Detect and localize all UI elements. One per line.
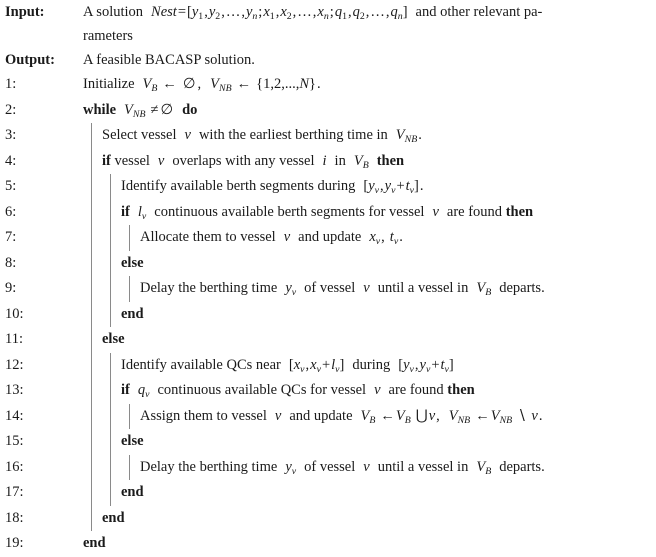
line-number: 18: — [5, 509, 24, 526]
algorithm-line — [0, 327, 656, 353]
line-content: while $V_{NB}$ ≠ ∅ do — [83, 101, 198, 120]
line-content: else — [121, 433, 144, 449]
algorithm-line — [0, 506, 656, 532]
line-body — [83, 149, 656, 175]
line-body — [83, 506, 656, 532]
line-content: Delay the berthing time $y_v$ of vessel v until a vessel in $V_B$ departs. — [140, 458, 545, 477]
line-number: 9: — [5, 280, 17, 296]
line-content: Select vessel v with the earliest berthing time in $V_{NB}$. — [102, 127, 422, 145]
line-content: Allocate them to vessel v and update $x_v$, $t_v$. — [140, 229, 403, 247]
algorithm-line — [0, 72, 656, 98]
line-body — [83, 455, 656, 481]
line-content: Assign them to vessel v and update $V_B$ $\leftarrow V_B$ ⋃v, $V_{NB}$ $\leftarrow V_{NB}$ ∖ v. — [140, 407, 543, 426]
algorithm-line — [0, 302, 656, 328]
input-expression: Nest — [151, 4, 177, 20]
line-body — [83, 276, 656, 302]
algorithm-line — [0, 225, 656, 251]
input-continuation: rameters — [83, 28, 133, 44]
algorithm-line — [0, 531, 656, 557]
line-number: 19: — [5, 535, 24, 551]
line-number: 10: — [5, 305, 24, 322]
line-number: 11: — [5, 331, 23, 347]
line-body — [83, 531, 656, 557]
algorithm-line — [0, 429, 656, 455]
input-row — [0, 0, 656, 24]
line-body — [83, 302, 656, 328]
line-body — [83, 429, 656, 455]
line-number: 5: — [5, 178, 17, 194]
line-content: if vessel v overlaps with any vessel i in $V_B$ then — [102, 152, 405, 171]
line-body — [83, 174, 656, 200]
line-number: 1: — [5, 76, 17, 92]
output-row — [0, 48, 656, 72]
algorithm-line — [0, 123, 656, 149]
line-content: Initialize $V_B$ ← ∅ , $V_{NB}$ ← {1,2,...,N}. — [83, 76, 321, 94]
line-content: Identify available QCs near $[x_v,x_v+l_v]$ during $[y_v,y_v+t_v]$ — [121, 356, 454, 375]
algorithm-line — [0, 353, 656, 379]
output-label: Output: — [5, 52, 55, 68]
line-content: end — [121, 484, 144, 500]
line-body — [83, 72, 656, 98]
line-number: 13: — [5, 382, 24, 398]
line-number: 17: — [5, 484, 24, 500]
input-text-before: A solution — [83, 4, 144, 20]
line-body — [83, 123, 656, 149]
line-content: end — [83, 535, 106, 551]
line-content: end — [121, 305, 144, 322]
line-body — [83, 225, 656, 251]
algorithm-line — [0, 404, 656, 430]
algorithm-line — [0, 200, 656, 226]
line-number: 8: — [5, 254, 17, 271]
input-label: Input: — [5, 4, 45, 20]
line-content: else — [121, 254, 144, 271]
line-number: 2: — [5, 101, 17, 118]
line-number: 12: — [5, 356, 24, 373]
line-body — [83, 404, 656, 430]
algorithm-line — [0, 276, 656, 302]
line-content: else — [102, 331, 125, 347]
line-content: if $l_v$ continuous available berth segments for vessel v are found then — [121, 203, 534, 222]
line-number: 15: — [5, 433, 24, 449]
line-content: Delay the berthing time $y_v$ of vessel v until a vessel in $V_B$ departs. — [140, 280, 545, 298]
line-number: 16: — [5, 458, 24, 475]
line-body — [83, 327, 656, 353]
line-number: 4: — [5, 152, 17, 169]
algorithm-line — [0, 174, 656, 200]
algorithm-line — [0, 149, 656, 175]
line-content: Identify available berth segments during $[y_v,y_v+t_v]$. — [121, 178, 424, 196]
algorithm-line — [0, 251, 656, 277]
output-text: A feasible BACASP solution. — [83, 52, 255, 68]
line-content: if $q_v$ continuous available QCs for vessel v are found then — [121, 382, 475, 400]
algorithm-line — [0, 455, 656, 481]
line-number: 6: — [5, 203, 17, 220]
algorithm-line — [0, 378, 656, 404]
line-number: 14: — [5, 407, 24, 424]
input-text: A solution $Nest=[y_1,y_2,\dots,y_n;x_1,x_2,\dots,x_n;q_1,q_2,\dots,q_n]$ and other relevant pa- — [83, 4, 543, 22]
line-body — [83, 98, 656, 124]
line-body — [83, 200, 656, 226]
line-number: 3: — [5, 127, 17, 143]
algorithm-line — [0, 98, 656, 124]
input-text-after: and other relevant pa- — [415, 4, 543, 20]
line-number: 7: — [5, 229, 17, 245]
line-content: end — [102, 509, 125, 526]
line-body — [83, 251, 656, 277]
line-body — [83, 353, 656, 379]
line-body — [83, 378, 656, 404]
